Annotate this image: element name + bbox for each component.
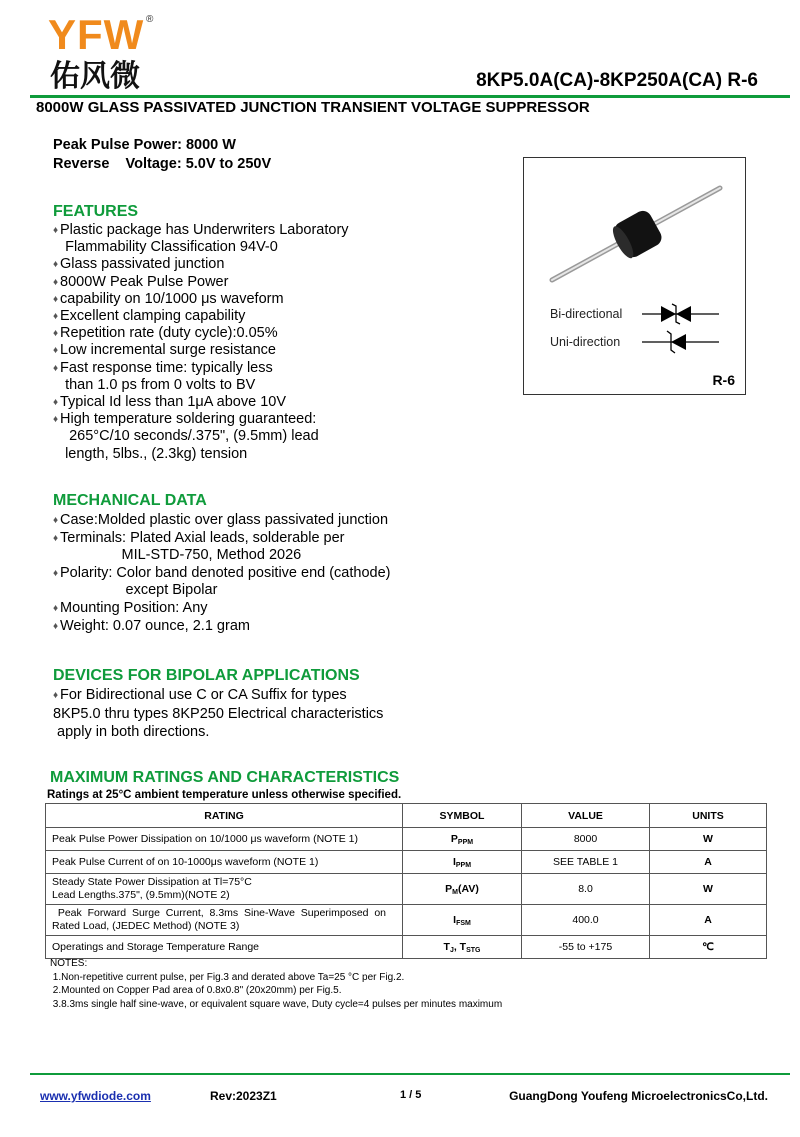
list-item: ♦ Plastic package has Underwriters Laboratory	[53, 222, 349, 238]
value-cell: SEE TABLE 1	[522, 851, 650, 874]
column-header: SYMBOL	[403, 804, 522, 828]
list-item-continuation: 265°C/10 seconds/.375", (9.5mm) lead	[53, 428, 319, 445]
unit-cell: W	[650, 874, 767, 905]
list-item: ♦ For Bidirectional use C or CA Suffix for types	[53, 687, 347, 703]
value-cell: -55 to +175	[522, 936, 650, 959]
unidirectional-label: Uni-direction	[550, 335, 621, 349]
axial-lead-body	[552, 188, 720, 280]
bullet-icon: ♦	[53, 362, 59, 374]
bipolar-text	[53, 686, 383, 741]
symbol-cell: $I_{PPM}$	[403, 851, 522, 874]
table-row	[46, 905, 767, 936]
rating-cell: Steady State Power Dissipation at Tl=75°C Lead Lengths.375", (9.5mm)(NOTE 2)	[46, 874, 403, 905]
footer-rule	[30, 1073, 790, 1075]
list-item: ♦ Fast response time: typically less	[53, 359, 273, 376]
value-cell: 8.0	[522, 874, 650, 905]
bidirectional-symbol-icon	[642, 304, 719, 324]
ratings-conditions: Ratings at 25°C ambient temperature unless otherwise specified.	[47, 789, 402, 801]
bullet-icon: ♦	[53, 259, 59, 271]
list-item: ♦ Repetition rate (duty cycle):0.05%	[53, 325, 278, 342]
list-item-continuation: MIL-STD-750, Method 2026	[53, 547, 302, 564]
registered-mark: ®	[146, 14, 154, 25]
bullet-icon: ♦	[53, 293, 59, 305]
unit-cell: A	[650, 905, 767, 936]
list-item: ♦ Glass passivated junction	[53, 256, 225, 273]
symbol-cell: $T_J$, $T_{STG}$	[403, 936, 522, 959]
bullet-icon: ♦	[53, 620, 59, 632]
list-item: ♦ Case:Molded plastic over glass passivated junction	[53, 512, 389, 528]
list-item: ♦ Low incremental surge resistance	[53, 342, 276, 359]
bullet-icon: ♦	[53, 328, 59, 340]
document-subtitle: 8000W GLASS PASSIVATED JUNCTION TRANSIENT VOLTAGE SUPPRESSOR	[36, 99, 590, 116]
revision-label: Rev:2023Z1	[210, 1089, 277, 1103]
column-header: VALUE	[522, 804, 650, 828]
rating-cell: Operatings and Storage Temperature Range	[46, 936, 403, 959]
part-number-title: 8KP5.0A(CA)-8KP250A(CA) R-6	[476, 70, 758, 91]
bullet-icon: ♦	[53, 532, 59, 544]
bidirectional-label: Bi-directional	[550, 307, 623, 321]
logo-chinese-text: 佑风微	[50, 59, 140, 94]
list-item: ♦ Terminals: Plated Axial leads, solderable per	[53, 529, 345, 546]
column-header: RATING	[46, 804, 403, 828]
bullet-icon: ♦	[53, 567, 59, 579]
bullet-icon: ♦	[53, 602, 59, 614]
summary-block	[53, 136, 271, 174]
table-row	[46, 828, 767, 851]
list-item: ♦ Typical Id less than 1μA above 10V	[53, 394, 286, 411]
list-item-continuation: apply in both directions.	[53, 724, 210, 740]
rating-cell: Peak Forward Surge Current, 8.3ms Sine-Wave Superimposed on Rated Load, (JEDEC Method) (NOTE 3)	[46, 905, 403, 936]
bullet-icon: ♦	[53, 414, 59, 426]
ratings-heading: MAXIMUM RATINGS AND CHARACTERISTICS	[50, 769, 400, 786]
ratings-table	[45, 803, 767, 959]
table-row	[46, 851, 767, 874]
list-item: ♦ High temperature soldering guaranteed:	[53, 411, 317, 428]
company-logo	[48, 11, 158, 96]
bullet-icon: ♦	[53, 225, 59, 236]
list-item-continuation: length, 5lbs., (2.3kg) tension	[53, 445, 248, 462]
bullet-icon: ♦	[53, 690, 59, 701]
company-name: GuangDong Youfeng MicroelectronicsCo,Ltd.	[509, 1089, 768, 1103]
list-item-continuation: except Bipolar	[53, 582, 218, 599]
table-notes	[50, 957, 502, 1011]
column-header: UNITS	[650, 804, 767, 828]
symbol-cell: $I_{FSM}$	[403, 905, 522, 936]
note-item: 1.Non-repetitive current pulse, per Fig.3 and derated above Ta=25 °C per Fig.2.	[50, 971, 405, 983]
header-rule	[30, 95, 790, 98]
symbol-cell: $P_{PPM}$	[403, 828, 522, 851]
package-code: R-6	[712, 372, 735, 388]
value-cell: 400.0	[522, 905, 650, 936]
logo-latin-text: YFW	[48, 11, 145, 58]
table-row	[46, 936, 767, 959]
unit-cell: W	[650, 828, 767, 851]
page-number: 1 / 5	[400, 1089, 422, 1101]
bipolar-heading: DEVICES FOR BIPOLAR APPLICATIONS	[53, 667, 360, 684]
list-item-continuation: Flammability Classification 94V-0	[53, 239, 278, 256]
list-item: ♦ Weight: 0.07 ounce, 2.1 gram	[53, 617, 250, 634]
table-header-row	[46, 804, 767, 828]
package-drawing	[524, 158, 747, 396]
bullet-icon: ♦	[53, 276, 59, 288]
list-item-continuation: 8KP5.0 thru types 8KP250 Electrical characteristics	[53, 706, 384, 722]
reverse-voltage: Reverse Voltage: 5.0V to 250V	[53, 156, 272, 172]
value-cell: 8000	[522, 828, 650, 851]
package-diagram	[523, 157, 746, 395]
table-row	[46, 874, 767, 905]
list-item-continuation: than 1.0 ps from 0 volts to BV	[53, 376, 256, 393]
notes-heading: NOTES:	[50, 958, 88, 969]
list-item: ♦ capability on 10/1000 μs waveform	[53, 290, 284, 307]
list-item: ♦ Mounting Position: Any	[53, 599, 208, 616]
peak-pulse-power: Peak Pulse Power: 8000 W	[53, 137, 236, 153]
bullet-icon: ♦	[53, 345, 59, 357]
bullet-icon: ♦	[53, 397, 59, 409]
unit-cell: ℃	[650, 936, 767, 959]
symbol-cell: $P_M(AV)$	[403, 874, 522, 905]
bullet-icon: ♦	[53, 515, 59, 526]
unit-cell: A	[650, 851, 767, 874]
list-item: ♦ Polarity: Color band denoted positive end (cathode)	[53, 564, 391, 581]
features-heading: FEATURES	[53, 203, 139, 220]
mechanical-heading: MECHANICAL DATA	[53, 492, 207, 509]
features-list	[53, 222, 349, 463]
mechanical-list	[53, 512, 390, 635]
rating-cell: Peak Pulse Power Dissipation on 10/1000 μs waveform (NOTE 1)	[46, 828, 403, 851]
note-item: 3.8.3ms single half sine-wave, or equivalent square wave, Duty cycle=4 pulses per minutes maximum	[50, 998, 503, 1010]
website-link[interactable]: www.yfwdiode.com	[40, 1089, 151, 1103]
list-item: ♦ Excellent clamping capability	[53, 308, 246, 325]
rating-cell: Peak Pulse Current of on 10-1000μs waveform (NOTE 1)	[46, 851, 403, 874]
list-item: ♦ 8000W Peak Pulse Power	[53, 273, 229, 290]
bullet-icon: ♦	[53, 311, 59, 323]
note-item: 2.Mounted on Copper Pad area of 0.8x0.8" (20x20mm) per Fig.5.	[50, 985, 342, 996]
unidirectional-symbol-icon	[642, 331, 719, 353]
